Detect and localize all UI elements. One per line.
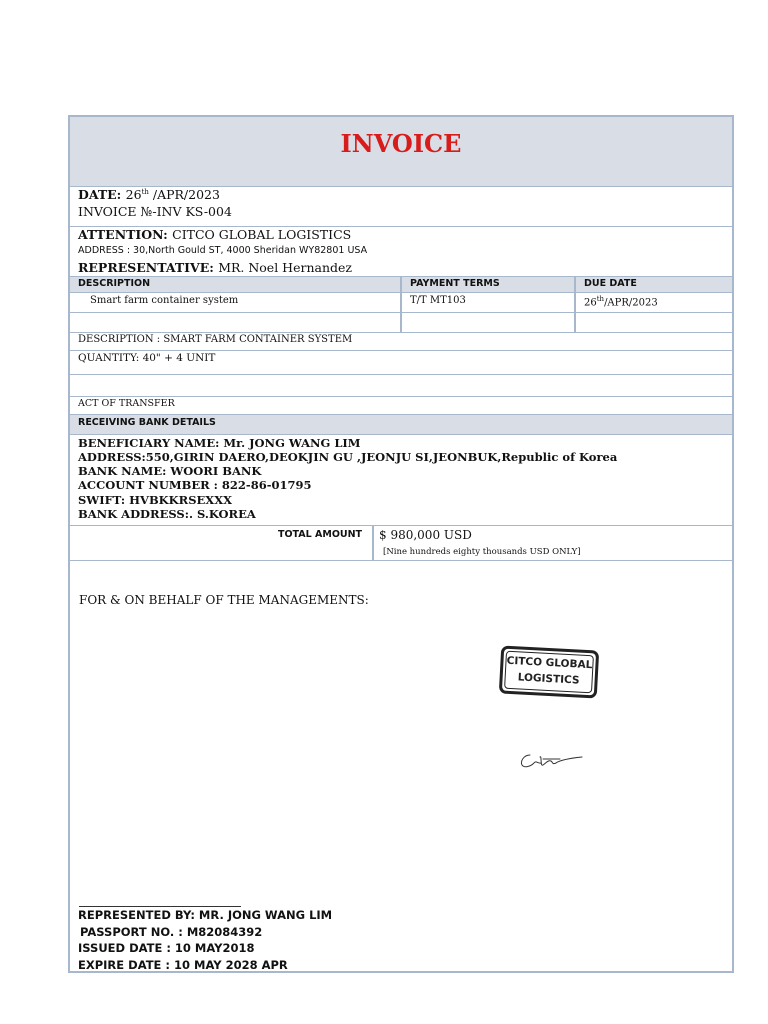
passport-number: PASSPORT NO. : M82084392 (80, 925, 263, 939)
description-section (70, 333, 732, 351)
beneficiary-name: BENEFICIARY NAME: Mr. JONG WANG LIM (78, 436, 361, 450)
swift-code: SWIFT: HVBKKRSEXXX (78, 493, 233, 507)
title-band (70, 117, 732, 187)
act-of-transfer-section (70, 397, 732, 415)
act-of-transfer-label: ACT OF TRANSFER (78, 398, 175, 409)
signature-line (79, 906, 241, 907)
cell-due-date: 26th/APR/2023 (584, 295, 658, 309)
bank-address: BANK ADDRESS:. S.KOREA (78, 507, 256, 521)
represented-by: REPRESENTED BY: MR. JONG WANG LIM (78, 908, 333, 922)
receiving-bank-title: RECEIVING BANK DETAILS (78, 417, 216, 428)
description-line: DESCRIPTION : SMART FARM CONTAINER SYSTEM (78, 334, 353, 345)
column-header-description: DESCRIPTION (78, 278, 151, 289)
total-amount-label: TOTAL AMOUNT (278, 529, 363, 540)
expire-date: EXPIRE DATE : 10 MAY 2028 APR (78, 958, 288, 972)
bank-details (70, 435, 732, 526)
total-amount-words: [Nine hundreds eighty thousands USD ONLY] (383, 547, 581, 557)
date-section (70, 187, 732, 227)
blank-row (70, 375, 732, 397)
address-line: ADDRESS : 30,North Gould ST, 4000 Sheridan WY82801 USA (78, 245, 368, 256)
cell-description: Smart farm container system (90, 295, 239, 306)
invoice-title: INVOICE (340, 129, 462, 158)
behalf-statement: FOR & ON BEHALF OF THE MANAGEMENTS: (79, 593, 369, 607)
quantity-line: QUANTITY: 40" + 4 UNIT (78, 352, 216, 364)
issued-date: ISSUED DATE : 10 MAY2018 (78, 941, 255, 955)
signature-icon (516, 748, 586, 774)
invoice-number: INVOICE №-INV KS-004 (78, 204, 232, 219)
representative-line: REPRESENTATIVE: MR. Noel Hernandez (78, 260, 352, 275)
stamp-line-1: CITCO GLOBAL (506, 654, 593, 672)
receiving-bank-header (70, 415, 732, 435)
invoice-frame (68, 115, 734, 973)
column-header-payment-terms: PAYMENT TERMS (410, 278, 500, 289)
column-header-due-date: DUE DATE (584, 278, 637, 289)
attention-section (70, 227, 732, 277)
table-row-empty (70, 313, 732, 333)
total-section (70, 526, 732, 561)
total-amount-value: $ 980,000 USD (379, 528, 472, 542)
stamp-line-2: LOGISTICS (517, 671, 580, 687)
table-row (70, 293, 732, 313)
bank-name: BANK NAME: WOORI BANK (78, 464, 262, 478)
company-stamp (499, 645, 599, 698)
cell-payment-terms: T/T MT103 (410, 295, 466, 306)
bank-beneficiary-address: ADDRESS:550,GIRIN DAERO,DEOKJIN GU ,JEONJU SI,JEONBUK,Republic of Korea (78, 450, 618, 464)
account-number: ACCOUNT NUMBER : 822-86-01795 (78, 478, 312, 492)
attention-line: ATTENTION: CITCO GLOBAL LOGISTICS (78, 227, 352, 242)
table-header (70, 277, 732, 293)
quantity-section (70, 351, 732, 375)
invoice-date: DATE: 26th /APR/2023 (78, 187, 220, 202)
